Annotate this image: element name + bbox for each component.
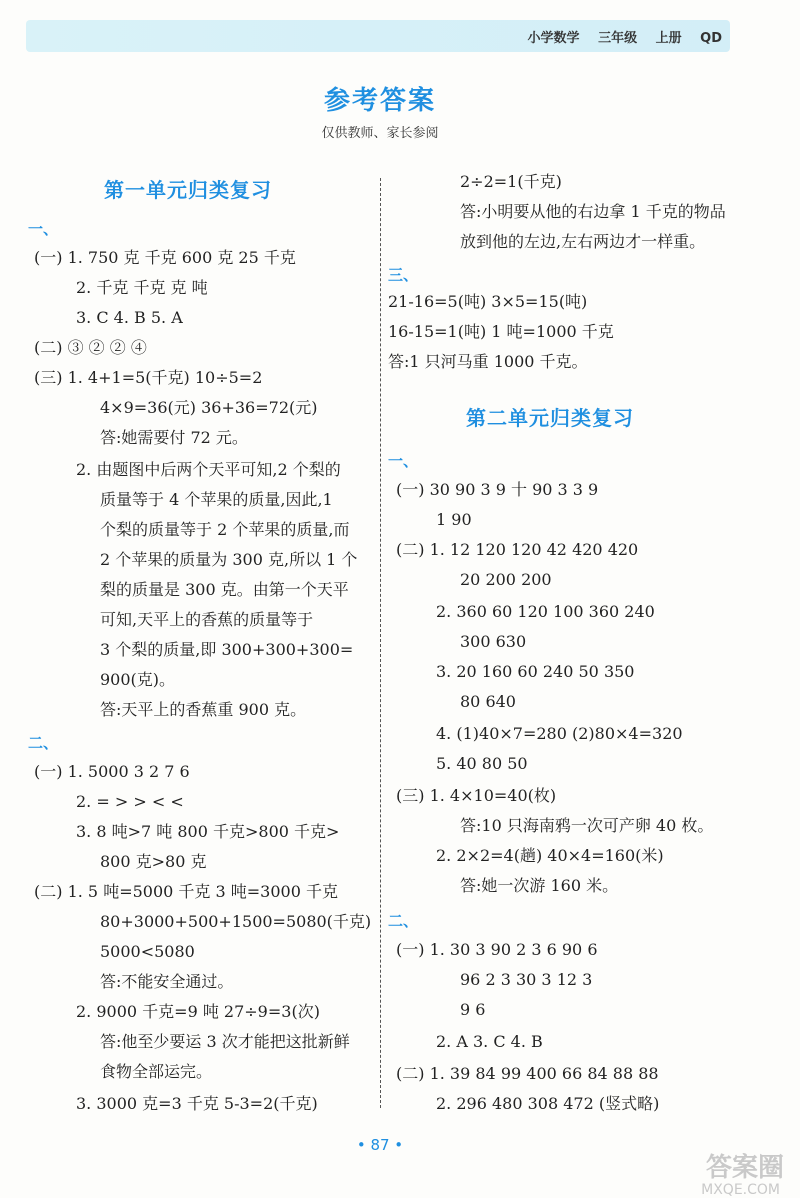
answer-line: 5000<5080 — [100, 942, 195, 961]
answer-line: 4×9=36(元) 36+36=72(元) — [100, 398, 318, 417]
answer-line: 20 200 200 — [460, 570, 552, 589]
answer-line: (一) 1. 750 克 千克 600 克 25 千克 — [34, 248, 296, 267]
answer-line: 300 630 — [460, 632, 527, 651]
answer-line: 21-16=5(吨) 3×5=15(吨) — [388, 292, 588, 311]
answer-line: 4. (1)40×7=280 (2)80×4=320 — [436, 724, 683, 743]
answer-line: 2. 由题图中后两个天平可知,2 个梨的 — [76, 460, 341, 479]
column-divider — [380, 178, 381, 1108]
header-tags — [514, 27, 722, 46]
answer-line: 可知,天平上的香蕉的质量等于 — [100, 610, 314, 629]
answer-line: 3 个梨的质量,即 300+300+300= — [100, 640, 354, 659]
answer-line: 96 2 3 30 3 12 3 — [460, 970, 593, 989]
answer-line: 1 90 — [436, 510, 472, 529]
answer-line: 2. 296 480 308 472 (竖式略) — [436, 1094, 660, 1113]
header-volume: 上册 — [655, 31, 682, 46]
header-subject: 小学数学 — [527, 31, 580, 46]
section-label: 一、 — [28, 220, 59, 238]
unit1-title: 第一单元归类复习 — [104, 178, 272, 202]
answer-line: 80+3000+500+1500=5080(千克) — [100, 912, 372, 931]
answer-line: 放到他的左边,左右两边才一样重。 — [460, 232, 706, 251]
answer-line: (三) 1. 4×10=40(枚) — [396, 786, 557, 805]
header-grade: 三年级 — [598, 31, 638, 46]
page-title: 参考答案 — [323, 86, 436, 116]
answer-line: 2. A 3. C 4. B — [436, 1032, 543, 1051]
answer-line: 答:她一次游 160 米。 — [460, 876, 619, 895]
answer-line: (三) 1. 4+1=5(千克) 10÷5=2 — [34, 368, 263, 387]
answer-line: 3. C 4. B 5. A — [76, 308, 183, 327]
answer-line: (一) 1. 30 3 90 2 3 6 90 6 — [396, 940, 598, 959]
answer-line: 食物全部运完。 — [100, 1062, 213, 1081]
answer-line: 900(克)。 — [100, 670, 176, 689]
answer-line: 3. 20 160 60 240 50 350 — [436, 662, 635, 681]
answer-line: (二) 1. 5 吨=5000 千克 3 吨=3000 千克 — [34, 882, 338, 901]
answer-line: 个梨的质量等于 2 个苹果的质量,而 — [100, 520, 350, 539]
page-subtitle: 仅供教师、家长参阅 — [321, 126, 439, 141]
header-edition: QD — [700, 31, 722, 46]
answer-line: 2. = > > < < — [76, 792, 184, 811]
unit2-title: 第二单元归类复习 — [466, 406, 634, 430]
section-label: 三、 — [388, 266, 419, 284]
section-label: 一、 — [388, 452, 419, 470]
page-number: • 87 • — [356, 1136, 404, 1154]
section-label: 二、 — [388, 912, 419, 930]
answer-line: (二) 1. 39 84 99 400 66 84 88 88 — [396, 1064, 659, 1083]
answer-line: 80 640 — [460, 692, 516, 711]
answer-line: 2. 360 60 120 100 360 240 — [436, 602, 655, 621]
answer-line: 3. 3000 克=3 千克 5-3=2(千克) — [76, 1094, 318, 1113]
answer-line: 答:小明要从他的右边拿 1 千克的物品 — [460, 202, 726, 221]
answer-line: 答:她需要付 72 元。 — [100, 428, 248, 447]
watermark-site: MXQE.COM — [701, 1182, 780, 1198]
answer-line: 2. 千克 千克 克 吨 — [76, 278, 208, 297]
section-label: 二、 — [28, 734, 59, 752]
answer-line: (一) 1. 5000 3 2 7 6 — [34, 762, 190, 781]
answer-line: 答:他至少要运 3 次才能把这批新鲜 — [100, 1032, 350, 1051]
answer-line: (二) ③ ② ② ④ — [34, 338, 147, 357]
answer-line: 答:1 只河马重 1000 千克。 — [388, 352, 588, 371]
answer-line: (二) 1. 12 120 120 42 420 420 — [396, 540, 639, 559]
answer-line: 2 个苹果的质量为 300 克,所以 1 个 — [100, 550, 358, 569]
answer-line: 2. 9000 千克=9 吨 27÷9=3(次) — [76, 1002, 320, 1021]
answer-line: 800 克>80 克 — [100, 852, 207, 871]
answer-line: 2÷2=1(千克) — [460, 172, 562, 191]
answer-line: (一) 30 90 3 9 十 90 3 3 9 — [396, 480, 599, 499]
answer-line: 梨的质量是 300 克。由第一个天平 — [100, 580, 349, 599]
answer-line: 答:10 只海南鸦一次可产卵 40 枚。 — [460, 816, 714, 835]
watermark-logo: 答案圈 — [705, 1153, 784, 1183]
answer-line: 答:不能安全通过。 — [100, 972, 234, 991]
answer-line: 16-15=1(吨) 1 吨=1000 千克 — [388, 322, 614, 341]
answer-line: 3. 8 吨>7 吨 800 千克>800 千克> — [76, 822, 340, 841]
answer-line: 9 6 — [460, 1000, 486, 1019]
answer-line: 质量等于 4 个苹果的质量,因此,1 — [100, 490, 333, 509]
answer-line: 5. 40 80 50 — [436, 754, 528, 773]
answer-line: 2. 2×2=4(趟) 40×4=160(米) — [436, 846, 664, 865]
answer-line: 答:天平上的香蕉重 900 克。 — [100, 700, 307, 719]
